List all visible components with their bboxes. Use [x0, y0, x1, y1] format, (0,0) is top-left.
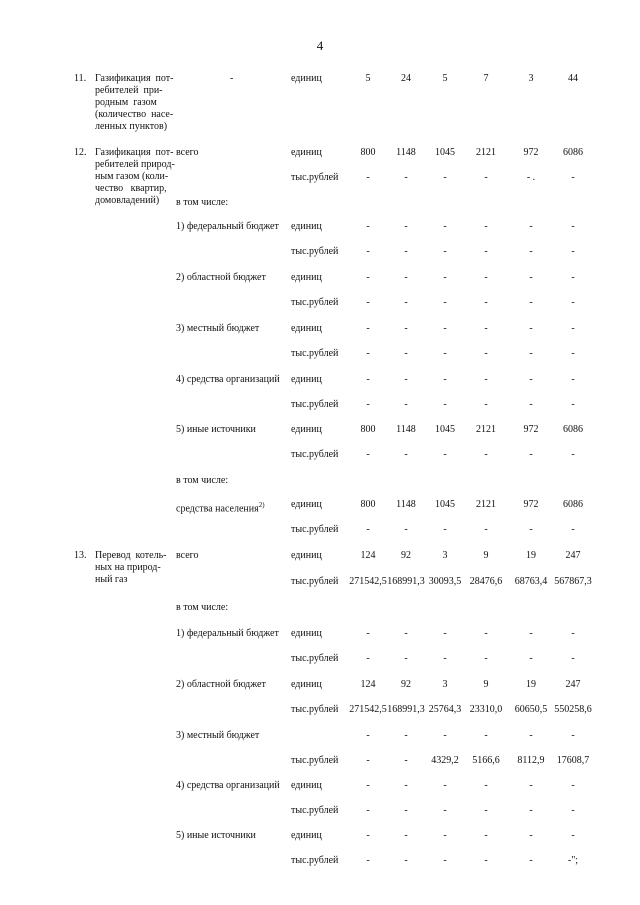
- source-label: 2) областной бюджет: [176, 679, 266, 690]
- unit-label: тыс.рублей: [291, 172, 339, 183]
- s12-pop-rub-cell: -: [404, 524, 408, 535]
- s12-reg-cell: -: [404, 272, 408, 283]
- s12-org-cell: -: [404, 374, 408, 385]
- s12-pop-cell: 972: [523, 499, 539, 510]
- source-label: всего: [176, 550, 199, 561]
- s12-fed-rub-cell: -: [529, 246, 533, 257]
- subheading: в том числе:: [176, 197, 229, 208]
- s12-pop-rub-cell: -: [366, 524, 370, 535]
- source-label: 3) местный бюджет: [176, 323, 260, 334]
- s12-loc-cell: -: [529, 323, 533, 334]
- s13-loc-cell: -: [484, 730, 488, 741]
- s12-reg-cell: -: [484, 272, 488, 283]
- source-label: всего: [176, 147, 199, 158]
- s12-reg-cell: -: [529, 272, 533, 283]
- s12-oth-cell: 800: [360, 424, 376, 435]
- s13-oth-rub-cell: -: [366, 855, 370, 866]
- s12-loc-cell: -: [571, 323, 575, 334]
- source-label: 4) средства организаций: [176, 780, 280, 791]
- s13-org-cell: -: [484, 780, 488, 791]
- s13-oth-cell: -: [484, 830, 488, 841]
- s12-org-cell: -: [529, 374, 533, 385]
- s12-fed-cell: -: [404, 221, 408, 232]
- s12-oth-cell: 1045: [435, 424, 455, 435]
- s13-fed-rub-cell: -: [404, 653, 408, 664]
- unit-label: тыс.рублей: [291, 653, 339, 664]
- source-label: -: [230, 73, 234, 84]
- s12-pop-cell: 6086: [563, 499, 583, 510]
- s12-org-rub-cell: -: [404, 399, 408, 410]
- unit-label: тыс.рублей: [291, 755, 339, 766]
- s12-total-rub-cell: -: [484, 172, 488, 183]
- s12-loc-rub-cell: -: [571, 348, 575, 359]
- row-number: 12.: [74, 147, 87, 158]
- s12-reg-rub-cell: -: [571, 297, 575, 308]
- s13-total-cell: 247: [565, 550, 581, 561]
- s12-oth-rub-cell: -: [529, 449, 533, 460]
- source-label: 4) средства организаций: [176, 374, 280, 385]
- s13-reg-rub-cell: 60650,5: [514, 704, 548, 715]
- s13-oth-cell: -: [443, 830, 447, 841]
- s13-total-cell: 3: [442, 550, 448, 561]
- s12-total-rub-cell: - .: [526, 172, 536, 183]
- s13-org-cell: -: [571, 780, 575, 791]
- s11-value-cell: 24: [401, 73, 411, 84]
- s12-org-cell: -: [484, 374, 488, 385]
- s12-pop-cell: 1148: [396, 499, 416, 510]
- s13-org-rub-cell: -: [443, 805, 447, 816]
- s12-org-rub-cell: -: [484, 399, 488, 410]
- s12-oth-rub-cell: -: [484, 449, 488, 460]
- unit-label: единиц: [291, 424, 322, 435]
- s13-reg-cell: 9: [483, 679, 489, 690]
- unit-label: тыс.рублей: [291, 348, 339, 359]
- unit-label: единиц: [291, 147, 322, 158]
- s12-loc-cell: -: [443, 323, 447, 334]
- s12-loc-cell: -: [366, 323, 370, 334]
- s12-pop-rub-cell: -: [484, 524, 488, 535]
- s12-reg-rub-cell: -: [366, 297, 370, 308]
- s12-loc-cell: -: [484, 323, 488, 334]
- unit-label: единиц: [291, 73, 322, 84]
- s13-reg-rub-cell: 550258,6: [554, 704, 592, 715]
- s12-fed-rub-cell: -: [484, 246, 488, 257]
- source-label: 1) федеральный бюджет: [176, 221, 279, 232]
- s13-fed-rub-cell: -: [571, 653, 575, 664]
- s12-total-rub-cell: -: [404, 172, 408, 183]
- s13-reg-cell: 3: [442, 679, 448, 690]
- s11-value-cell: 7: [483, 73, 489, 84]
- s12-fed-cell: -: [484, 221, 488, 232]
- source-label: 2) областной бюджет: [176, 272, 266, 283]
- s12-reg-rub-cell: -: [404, 297, 408, 308]
- unit-label: единиц: [291, 323, 322, 334]
- unit-label: единиц: [291, 628, 322, 639]
- s13-org-rub-cell: -: [484, 805, 488, 816]
- s13-total-rub-cell: 271542,5: [349, 576, 387, 587]
- s12-reg-rub-cell: -: [484, 297, 488, 308]
- s13-total-cell: 124: [360, 550, 376, 561]
- s12-total-cell: 972: [523, 147, 539, 158]
- s12-org-cell: -: [443, 374, 447, 385]
- unit-label: единиц: [291, 374, 322, 385]
- s11-value-cell: 44: [568, 73, 578, 84]
- unit-label: единиц: [291, 272, 322, 283]
- row-title: Перевод котель- ных на природ- ный газ: [95, 550, 167, 585]
- s12-oth-rub-cell: -: [366, 449, 370, 460]
- s12-reg-cell: -: [366, 272, 370, 283]
- s12-loc-rub-cell: -: [404, 348, 408, 359]
- s12-pop-rub-cell: -: [529, 524, 533, 535]
- s13-org-rub-cell: -: [529, 805, 533, 816]
- s12-oth-rub-cell: -: [571, 449, 575, 460]
- s12-loc-rub-cell: -: [443, 348, 447, 359]
- s13-fed-cell: -: [529, 628, 533, 639]
- s12-fed-rub-cell: -: [366, 246, 370, 257]
- s12-total-rub-cell: -: [366, 172, 370, 183]
- unit-label: тыс.рублей: [291, 855, 339, 866]
- unit-label: единиц: [291, 221, 322, 232]
- page-number: 4: [316, 38, 324, 53]
- s12-oth-cell: 972: [523, 424, 539, 435]
- row-title: Газификация пот- ребителей при- родным газом (количество насе- ленных пунктов): [95, 73, 174, 132]
- s13-loc-rub-cell: 5166,6: [472, 755, 500, 766]
- s12-total-cell: 1045: [435, 147, 455, 158]
- s11-value-cell: 5: [442, 73, 448, 84]
- s13-total-rub-cell: 30093,5: [428, 576, 462, 587]
- s13-loc-cell: -: [571, 730, 575, 741]
- s13-total-cell: 9: [483, 550, 489, 561]
- s13-fed-cell: -: [571, 628, 575, 639]
- s12-loc-cell: -: [404, 323, 408, 334]
- s13-fed-cell: -: [404, 628, 408, 639]
- s12-oth-cell: 2121: [476, 424, 496, 435]
- s13-org-rub-cell: -: [404, 805, 408, 816]
- s12-loc-rub-cell: -: [529, 348, 533, 359]
- s13-reg-cell: 247: [565, 679, 581, 690]
- s13-total-rub-cell: 28476,6: [469, 576, 503, 587]
- s13-oth-cell: -: [529, 830, 533, 841]
- subheading: в том числе:: [176, 475, 229, 486]
- row-number: 11.: [74, 73, 87, 84]
- s12-fed-cell: -: [529, 221, 533, 232]
- s13-fed-rub-cell: -: [366, 653, 370, 664]
- s13-org-rub-cell: -: [366, 805, 370, 816]
- s13-loc-cell: -: [404, 730, 408, 741]
- s13-loc-cell: -: [366, 730, 370, 741]
- s13-fed-cell: -: [484, 628, 488, 639]
- s13-total-rub-cell: 68763,4: [514, 576, 548, 587]
- s13-reg-cell: 124: [360, 679, 376, 690]
- s12-fed-cell: -: [571, 221, 575, 232]
- s12-loc-rub-cell: -: [484, 348, 488, 359]
- unit-label: единиц: [291, 499, 322, 510]
- s12-total-cell: 2121: [476, 147, 496, 158]
- s11-value-cell: 3: [528, 73, 534, 84]
- s13-oth-cell: -: [571, 830, 575, 841]
- s12-total-rub-cell: -: [571, 172, 575, 183]
- source-label: средства населения$^{2)}$: [176, 501, 265, 515]
- s13-loc-cell: -: [529, 730, 533, 741]
- s13-total-rub-cell: 168991,3: [387, 576, 425, 587]
- s12-oth-cell: 6086: [563, 424, 583, 435]
- s12-reg-cell: -: [443, 272, 447, 283]
- s12-reg-rub-cell: -: [443, 297, 447, 308]
- unit-label: тыс.рублей: [291, 449, 339, 460]
- s12-total-cell: 800: [360, 147, 376, 158]
- unit-label: тыс.рублей: [291, 246, 339, 257]
- s13-fed-rub-cell: -: [484, 653, 488, 664]
- s13-org-cell: -: [404, 780, 408, 791]
- s12-fed-rub-cell: -: [443, 246, 447, 257]
- s12-reg-rub-cell: -: [529, 297, 533, 308]
- s12-pop-cell: 2121: [476, 499, 496, 510]
- unit-label: единиц: [291, 830, 322, 841]
- s12-fed-cell: -: [443, 221, 447, 232]
- s12-pop-rub-cell: -: [571, 524, 575, 535]
- s12-total-rub-cell: -: [443, 172, 447, 183]
- source-label: 5) иные источники: [176, 424, 256, 435]
- s13-loc-rub-cell: 4329,2: [431, 755, 459, 766]
- s13-oth-cell: -: [404, 830, 408, 841]
- source-label: 1) федеральный бюджет: [176, 628, 279, 639]
- s12-fed-rub-cell: -: [404, 246, 408, 257]
- s13-reg-rub-cell: 271542,5: [349, 704, 387, 715]
- s13-org-cell: -: [529, 780, 533, 791]
- s12-fed-cell: -: [366, 221, 370, 232]
- source-label: 3) местный бюджет: [176, 730, 260, 741]
- s13-fed-rub-cell: -: [443, 653, 447, 664]
- s12-org-rub-cell: -: [571, 399, 575, 410]
- s12-oth-cell: 1148: [396, 424, 416, 435]
- s13-oth-cell: -: [366, 830, 370, 841]
- unit-label: тыс.рублей: [291, 704, 339, 715]
- s13-reg-cell: 92: [401, 679, 411, 690]
- s13-loc-rub-cell: -: [404, 755, 408, 766]
- s13-oth-rub-cell: -: [443, 855, 447, 866]
- s12-fed-rub-cell: -: [571, 246, 575, 257]
- s12-org-rub-cell: -: [366, 399, 370, 410]
- s13-total-cell: 92: [401, 550, 411, 561]
- s13-fed-rub-cell: -: [529, 653, 533, 664]
- unit-label: единиц: [291, 679, 322, 690]
- s12-pop-rub-cell: -: [443, 524, 447, 535]
- s13-oth-rub-cell: -";: [567, 855, 579, 866]
- s12-total-cell: 1148: [396, 147, 416, 158]
- s12-oth-rub-cell: -: [404, 449, 408, 460]
- unit-label: тыс.рублей: [291, 399, 339, 410]
- s12-total-cell: 6086: [563, 147, 583, 158]
- s12-reg-cell: -: [571, 272, 575, 283]
- s13-org-cell: -: [366, 780, 370, 791]
- s12-org-rub-cell: -: [529, 399, 533, 410]
- unit-label: единиц: [291, 550, 322, 561]
- s13-reg-rub-cell: 168991,3: [387, 704, 425, 715]
- s13-fed-cell: -: [443, 628, 447, 639]
- s12-oth-rub-cell: -: [443, 449, 447, 460]
- s12-pop-cell: 800: [360, 499, 376, 510]
- row-number: 13.: [74, 550, 87, 561]
- s12-org-cell: -: [571, 374, 575, 385]
- s12-org-cell: -: [366, 374, 370, 385]
- s12-pop-cell: 1045: [435, 499, 455, 510]
- source-label: 5) иные источники: [176, 830, 256, 841]
- unit-label: тыс.рублей: [291, 805, 339, 816]
- s13-reg-rub-cell: 25764,3: [428, 704, 462, 715]
- s13-org-rub-cell: -: [571, 805, 575, 816]
- footnote-mark: 2): [258, 501, 265, 509]
- s13-loc-rub-cell: 17608,7: [556, 755, 590, 766]
- unit-label: тыс.рублей: [291, 297, 339, 308]
- s13-loc-cell: -: [443, 730, 447, 741]
- s11-value-cell: 5: [365, 73, 371, 84]
- subheading: в том числе:: [176, 602, 229, 613]
- row-title: Газификация пот- ребителей природ- ным газом (коли- чество квартир, домовладений): [95, 147, 175, 206]
- unit-label: тыс.рублей: [291, 576, 339, 587]
- s13-org-cell: -: [443, 780, 447, 791]
- unit-label: единиц: [291, 780, 322, 791]
- s13-fed-cell: -: [366, 628, 370, 639]
- s13-oth-rub-cell: -: [404, 855, 408, 866]
- s12-org-rub-cell: -: [443, 399, 447, 410]
- unit-label: тыс.рублей: [291, 524, 339, 535]
- s12-loc-rub-cell: -: [366, 348, 370, 359]
- s13-oth-rub-cell: -: [484, 855, 488, 866]
- s13-oth-rub-cell: -: [529, 855, 533, 866]
- s13-reg-cell: 19: [526, 679, 536, 690]
- s13-total-rub-cell: 567867,3: [554, 576, 592, 587]
- s13-loc-rub-cell: -: [366, 755, 370, 766]
- s13-loc-rub-cell: 8112,9: [517, 755, 545, 766]
- s13-total-cell: 19: [526, 550, 536, 561]
- s13-reg-rub-cell: 23310,0: [469, 704, 503, 715]
